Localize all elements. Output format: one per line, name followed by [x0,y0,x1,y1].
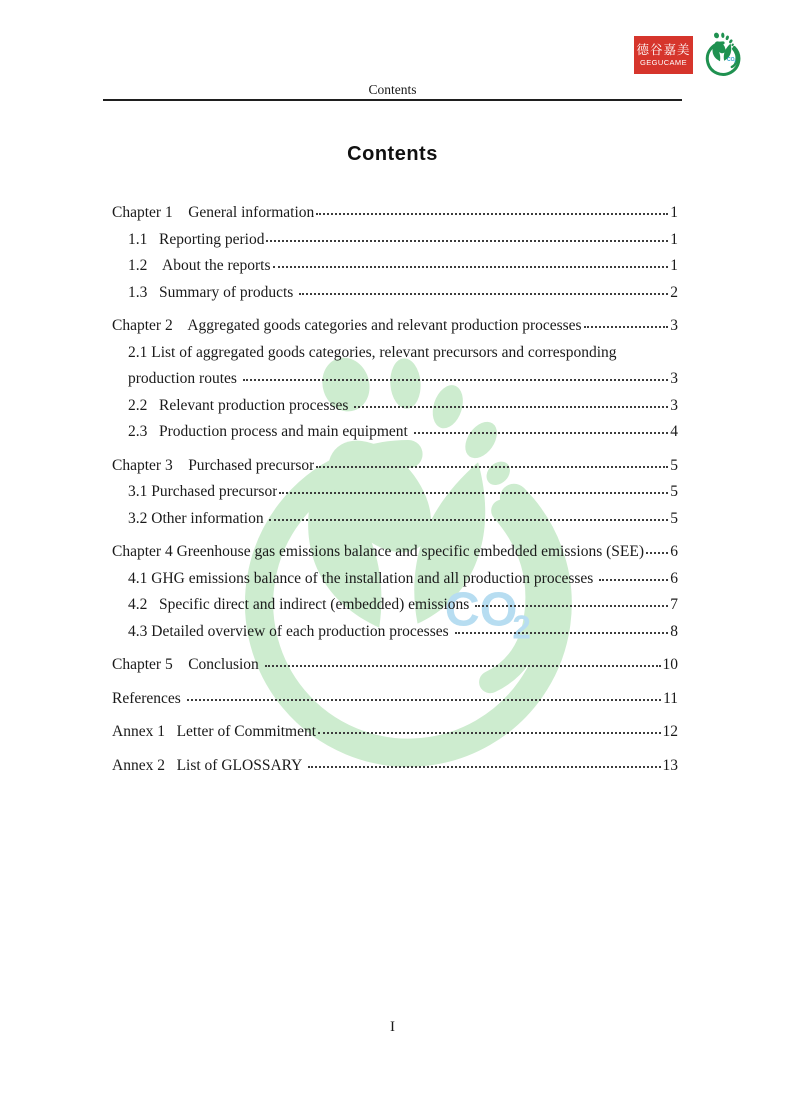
toc-dot-leader [584,326,669,328]
toc-entry[interactable] [112,370,678,397]
toc-entry[interactable] [112,317,678,344]
toc-entry-label: Annex 1 Letter of Commitment [112,723,317,740]
toc-entry[interactable] [112,570,678,597]
toc-dot-leader [316,213,668,215]
logo-co2-subscript: 2 [734,59,737,64]
toc-entry-label: 2.3 Production process and main equipment [128,423,412,440]
toc-entry[interactable] [112,257,678,284]
toc-page-number: 6 [670,543,678,560]
toc-dot-leader [316,466,668,468]
green-footprint-logo-icon [705,30,742,77]
toc-entry[interactable] [112,231,678,258]
toc-entry-label: 1.1 Reporting period [128,230,265,248]
toc-entry-label: 4.3 Detailed overview of each production processes [128,622,453,640]
header-divider [103,99,682,101]
toc-entry[interactable] [112,457,678,484]
toc-page-number: 1 [670,257,678,274]
toc-dot-leader [243,379,668,381]
toc-dot-leader [455,632,669,634]
toc-page-number: 5 [670,456,678,474]
footer-page-number: I [390,1019,395,1035]
toc-dot-leader [266,240,668,242]
watermark-co2-text: CO [444,582,518,637]
toc-dot-leader [414,432,669,434]
toc-entry-label: References [112,689,185,707]
toc-dot-leader [475,605,668,607]
toc-page-number: 1 [670,204,678,221]
logo-co2-text: CO [726,56,735,63]
toc-dot-leader [354,406,668,408]
toc-dot-leader [646,552,668,554]
toc-entry-label: 4.1 GHG emissions balance of the installation and all production processes [128,569,598,587]
toc-entry[interactable] [112,757,678,784]
toc-entry[interactable] [112,423,678,450]
toc-entry-label: 1.2 About the reports [128,257,271,274]
toc-list [112,197,678,783]
gegucame-logo-chinese: 德谷嘉美 [636,43,691,57]
toc-page-number: 5 [670,483,678,500]
gegucame-logo-latin: GEGUCAME [640,58,687,67]
toc-dot-leader [265,665,661,667]
toc-entry-label: 4.2 Specific direct and indirect (embedded) emissions [128,596,474,613]
toc-page-number: 7 [670,596,678,613]
toc-page-number: 11 [663,689,678,707]
toc-dot-leader [269,519,668,521]
toc-entry[interactable] [112,623,678,650]
toc-page-number: 4 [670,423,678,440]
toc-entry[interactable] [112,284,678,311]
toc-page-number: 3 [670,370,678,387]
toc-dot-leader [187,699,661,701]
toc-entry-label: 3.1 Purchased precursor [128,483,278,500]
toc-page-number: 5 [670,509,678,527]
toc-entry-label: 2.2 Relevant production processes [128,396,353,414]
toc-entry[interactable] [112,656,678,683]
toc-entry[interactable] [112,204,678,231]
toc-page-number: 1 [670,230,678,248]
toc-entry-label: Chapter 1 General information [112,204,315,221]
toc-entry[interactable] [112,510,678,537]
toc-page-number: 12 [662,723,678,740]
toc-entry[interactable] [112,397,678,424]
toc-page-number: 3 [670,317,678,334]
toc-entry-label: Chapter 4 Greenhouse gas emissions balance and specific embedded emissions (SEE) [112,543,645,560]
toc-entry[interactable] [112,723,678,750]
toc-entry[interactable] [112,690,678,717]
toc-dot-leader [279,492,668,494]
gegucame-logo [634,36,693,74]
toc-entry[interactable] [112,483,678,510]
watermark-co2-subscript: 2 [512,609,531,647]
toc-entry-label: production routes [128,370,241,387]
toc-dot-leader [318,732,660,734]
toc-entry[interactable] [112,344,678,371]
toc-page-number: 6 [670,569,678,587]
toc-page-number: 13 [662,756,678,774]
toc-entry-label: Chapter 2 Aggregated goods categories and relevant production processes [112,317,582,334]
toc-page-number: 8 [670,622,678,640]
toc-entry[interactable] [112,596,678,623]
toc-entry-label: 1.3 Summary of products [128,283,298,301]
page-title: Contents [347,143,438,165]
toc-entry-label: Chapter 5 Conclusion [112,656,263,673]
toc-entry[interactable] [112,543,678,570]
toc-page-number: 3 [670,396,678,414]
toc-entry-label: 2.1 List of aggregated goods categories, relevant precursors and corresponding [128,343,617,361]
toc-entry-label: Annex 2 List of GLOSSARY [112,756,306,774]
toc-dot-leader [299,293,668,295]
toc-dot-leader [599,579,668,581]
toc-entry-label: Chapter 3 Purchased precursor [112,456,315,474]
toc-page-number: 2 [670,283,678,301]
toc-dot-leader [308,766,661,768]
toc-entry-label: 3.2 Other information [128,509,268,527]
toc-dot-leader [273,266,669,268]
running-header-title: Contents [368,82,417,97]
toc-page-number: 10 [662,656,678,673]
